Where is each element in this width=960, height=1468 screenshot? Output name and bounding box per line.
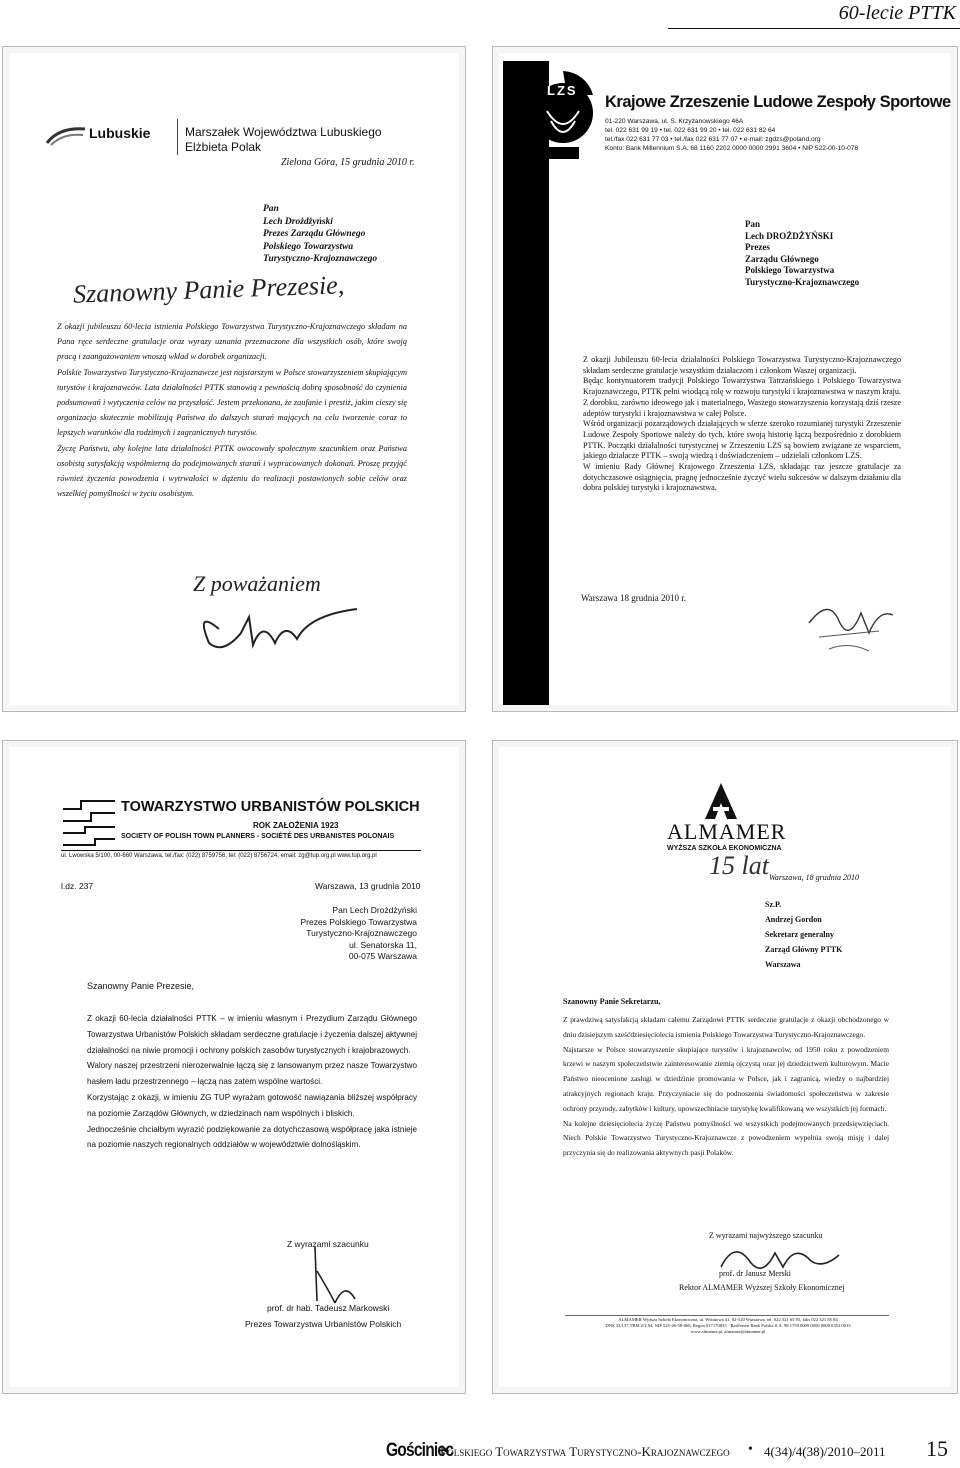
page-footer [0,1430,960,1468]
lubuskie-sender-line1: Marszałek Województwa Lubuskiego [185,125,382,139]
lzs-org-name: Krajowe Zrzeszenie Ludowe Zespoły Sportowe [605,93,951,111]
lubuskie-salutation-handwritten: Szanowny Panie Prezesie, [72,270,345,309]
almamer-logo-subtitle: WYŻSZA SZKOŁA EKONOMICZNA [667,845,782,852]
almamer-logo-text: ALMAMER [667,819,787,844]
lubuskie-addressee: Pan Lech Drożdżyński Prezes Zarządu Głównego Polskiego Towarzystwa Turystyczno-Krajoznawczego [263,204,378,264]
tup-signer-title: Prezes Towarzystwa Urbanistów Polskich [245,1319,402,1329]
almamer-footer-rule [565,1315,889,1316]
letter-sheet-almamer [499,747,951,1387]
tup-signer-name: prof. dr hab. Tadeusz Markowski [267,1303,390,1313]
letter-sheet-lzs [499,53,951,705]
lubuskie-logo-icon [45,123,87,147]
almamer-closing: Z wyrazami najwyższego szacunku [709,1231,823,1240]
lzs-emblem-text: LZS [547,83,578,98]
almamer-logo-icon [703,781,739,821]
lzs-emblem-icon [527,67,599,163]
page-header [0,0,960,30]
lubuskie-divider [177,119,178,155]
almamer-signer-title: Rektor ALMAMER Wyższej Szkoły Ekonomicznej [679,1283,845,1292]
tup-addressee: Pan Lech Drożdżyński Prezes Polskiego Towarzystwa Turystyczno-Krajoznawczego ul. Senatorska 11, 00-075 Warszawa [300,905,417,962]
almamer-anniversary-handwritten: 15 lat [709,851,769,880]
tup-org-name: TOWARZYSTWO URBANISTÓW POLSKICH [121,799,420,815]
letter-sheet-tup [9,747,459,1387]
footer-issue: 4(34)/4(38)/2010–2011 [764,1444,886,1459]
footer-page-number: 15 [926,1436,948,1461]
tup-place-date: Warszawa, 13 grudnia 2010 [315,881,421,891]
letter-frame-tup [2,740,466,1394]
lzs-addressee: Pan Lech DROŻDŻYŃSKI Prezes Zarządu Głównego Polskiego Towarzystwa Turystyczno-Krajoznawczego [745,219,860,287]
tup-org-subtitle: SOCIETY OF POLISH TOWN PLANNERS - SOCIÉTÉ DES URBANISTES POLONAIS [121,833,395,840]
tup-ref-no: l.dz. 237 [61,881,94,891]
almamer-salutation: Szanowny Panie Sekretarzu, [563,997,661,1006]
letter-frame-almamer [492,740,958,1394]
almamer-place-date: Warszawa, 18 grudnia 2010 [769,873,859,882]
footer-brand: Gościniec [386,1440,454,1461]
tup-contact: ul. Lwowska 5/100, 00-660 Warszawa, tel./fax: (022) 8759756, tel: (022) 8756724, email: zg@tup.org.pl www.tup.org.pl [61,853,377,859]
almamer-body: Z prawdziwą satysfakcją składam całemu Zarządowi PTTK serdeczne gratulacje z okazji obchodzonego w dniu dzisiejszym sześćdziesięciolecia istnienia Polskiego Towarzystwa Turystyczno-Krajoznawczego. Najstarsze w Polsce stowarzyszenie skupiające turystów i krajoznawców, od 1950 roku z powodzeniem krzewi w naszym społeczeństwie zainteresowanie ziemią ojczystą oraz jej dziedzictwem kulturowym. Macie Państwo nieocenione zasługi w dziedzinie promowania w Polsce, jak i zagranicą, wiedzy o najbardziej atrakcyjnych regionach kraju. Przyczyniacie się do podnoszenia świadomości społeczeństwa w zakresie ochrony przyrody, zabytków i kultury, upowszechniacie turystykę kwalifikowaną we wszystkich jej formach. Na kolejne dziesięciolecia życzę Państwu pomyślności we wszystkich podejmowanych przedsięwzięciach. Niech Polskie Towarzystwo Turystyczno-Krajoznawcze z powodzeniem wypełnia swoją misję i dalej przyczynia się do realizowania aktywnych pasji Polaków. [563,1015,889,1158]
tup-salutation: Szanowny Panie Prezesie, [87,981,195,991]
tup-logo-icon [61,799,117,851]
header-rule [668,28,960,29]
footer-bullet: • [748,1442,753,1457]
tup-body: Z okazji 60-lecia działalności PTTK – w imieniu własnym i Prezydium Zarządu Głównego Towarzystwa Urbanistów Polskich składam serdeczne gratulacje i życzenia dalszej aktywnej działalności na niwie promocji i ochrony polskich zasobów turystycznych i krajobrazowych. Walory naszej przestrzeni nierozerwalnie łączą się z lansowanym przez nasze Towarzystwo hasłem ładu przestrzennego – łączą nas zatem wspólne wartości. Korzystając z okazji, w imieniu ZG TUP wyrażam gotowość nawiązania bliższej współpracy na poziomie Zarządów Głównych, w dziedzinach nam wspólnych i bliskich. Jednocześnie chciałbym wyrazić podziękowanie za dotychczasową współpracę jaka istnieje na poziomie naszych regionalnych oddziałów w województwie dolnośląskim. [87,1014,417,1150]
lubuskie-sender-line2: Elżbieta Polak [185,140,262,154]
almamer-footer-info: ALMAMER Wyższa Szkoła Ekonomiczna, ul. Wiśniowa 41, 02-520 Warszawa, tel. 022 321 65 95, faks 022 321 85 84 DNS 33/137 TBM 2/2 94, NIP 525-26-58-068, Regon 017170835 · Raiffeisen Bank Polska S.A. 98 1750 0009 0000 0000 0352 0013 www.almamer.pl, almamer@almamer.pl [605,1317,851,1334]
tup-closing: Z wyrazami szacunku [287,1239,369,1249]
footer-publisher: Polskiego Towarzystwa Turystyczno-Krajoznawczego [440,1444,730,1459]
tup-rule [61,850,421,851]
tup-founded: ROK ZAŁOŻENIA 1923 [253,821,339,830]
lubuskie-signature-icon [189,599,369,655]
almamer-signer-name: prof. dr Janusz Merski [719,1269,791,1278]
letter-frame-lubuskie [2,46,466,712]
letter-sheet-lubuskie [9,53,459,705]
lubuskie-body: Z okazji jubileuszu 60-lecia istnienia Polskiego Towarzystwa Turystyczno-Krajoznawczego składam na Pana ręce serdeczne gratulacje oraz wyrazy uznania przeznaczone dla wszystkich osób, które swoją pracą i zaangażowaniem wnoszą wkład w dorobek organizacji. Polskie Towarzystwo Turystyczno-Krajoznawcze jest najstarszym w Polsce stowarzyszeniem skupiającym turystów i krajoznawców. Lata działalności PTTK stanowią z pewnością dobrą sposobność do czynienia podsumowań i wytyczenia celów na przyszłość. Jestem przekonana, że zaufanie i prestiż, jakim cieszy się organizacja skutecznie mobilizują Państwa do dalszych starań mających na celu tworzenie coraz to lepszych warunków dla rodzimych i zagranicznych turystów. Życzę Państwu, aby kolejne lata działalności PTTK owocowały społecznym szacunkiem oraz Państwa osobistą satysfakcją współmierną do podejmowanych starań i wypracowanych dokonań. Proszę przyjąć również życzenia powodzenia i wytrwałości w dążeniu do realizacji postawionych sobie celów oraz wszelkiej pomyślności w życiu osobistym. [57,322,407,499]
lzs-signature-icon [799,593,899,663]
lubuskie-place-date: Zielona Góra, 15 grudnia 2010 r. [281,157,415,168]
almamer-addressee: Sz.P. Andrzej Gordon Sekretarz generalny Zarząd Główny PTTK Warszawa [765,900,843,969]
letter-frame-lzs [492,46,958,712]
lubuskie-closing-handwritten: Z poważaniem [193,571,321,596]
tup-signature-icon [295,1241,365,1311]
lzs-contact: 01-220 Warszawa, ul. S. Krzyżanowskiego 46A tel. 022 631 99 19 • tel. 022 631 99 20 • tel. 022 631 82 64 tel./fax 022 631 77 03 • tel./fax 022 631 77 07 • e-mail: zgdzs@poland.org Konto: Bank Millennium S.A. 68 1160 2202 0000 0000 2991 3604 • NIP 522-00-10-078 [605,118,859,152]
lzs-body: Z okazji Jubileuszu 60-lecia działalności Polskiego Towarzystwa Turystyczno-Krajoznawczego składam serdeczne gratulacje wszystkim działaczom i członkom Waszej organizacji. Będąc kontynuatorem tradycji Polskiego Towarzystwa Tatrzańskiego i Polskiego Towarzystwa Krajoznawczego, PTTK pełni wiodącą rolę w rozwoju turystyki i krajoznawstwa w naszym kraju. Z dorobku, zarówno ideowego jak i materialnego, Waszego stowarzyszenia korzystają dziś rzesze adeptów turystyki i krajoznawstwa w całej Polsce. Wśród organizacji pozarządowych działających w sferze szeroko rozumianej turystyki Zrzeszenie Ludowe Zespoły Sportowe należy do tych, które swoją historię łączą bezpośrednio z dorobkiem PTTK. Początki działalności turystycznej w Zrzeszeniu LZS są bowiem związane ze wsparciem, jakiego działacze PTTK – swoją wiedzą i doświadczeniem – udzielali członkom LZS. W imieniu Rady Głównej Krajowego Zrzeszenia LZS, składając raz jeszcze gratulacje za dotychczasowe osiągnięcia, pragnę jednocześnie życzyć wielu sukcesów w dalszym działaniu dla dobra polskiej turystyki i krajoznawstwa. [583,355,901,493]
lzs-place-date: Warszawa 18 grudnia 2010 r. [581,593,686,603]
lubuskie-logo-text: Lubuskie [89,125,151,141]
page-header-title: 60-lecie PTTK [838,2,956,24]
